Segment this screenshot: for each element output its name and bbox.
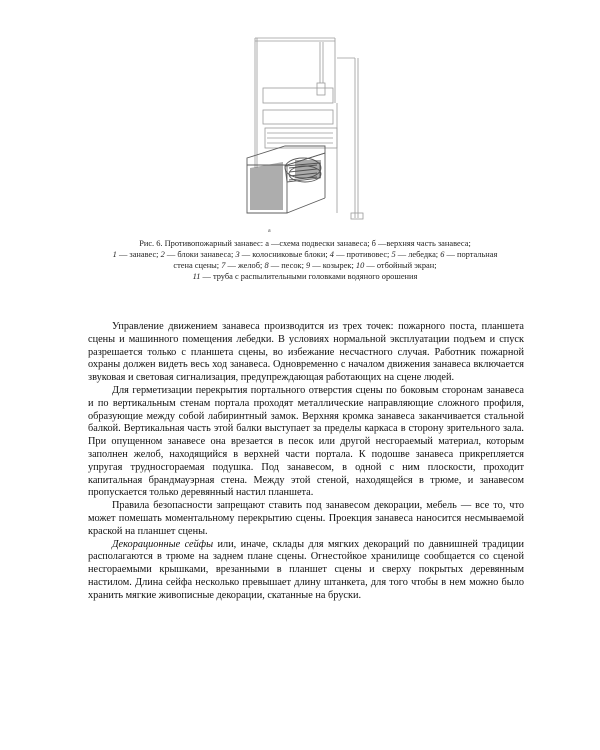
fire-curtain-figure — [225, 28, 385, 243]
text-run: — противовес; — [333, 250, 392, 259]
paragraph-curtain-control — [88, 321, 524, 385]
text-run: — портальная — [444, 250, 498, 259]
text-run: — колосниковые блоки; — [239, 250, 330, 259]
text-run: или, иначе, склады для мягких декораций по давнишней традиции располагаются в трюме на заднем плане сцены. Огнестойкое хранилище сообщается со сценой несгораемыми крышками, врезанными в планшет сцены и сверху покрытых деревянным настилом. Длина сейфа несколько превышает длину штанкета, для того чтобы в нем можно было хранить мягкие живописные декорации, скатанные на бруски. — [88, 538, 524, 601]
text-run: Для герметизации перекрытия портального отверстия сцены по боковым сторонам занавеса и по вертикальным стенам портала проходят металлические направляющие сложного профиля, образующие между собой лабиринтный замок. Верхняя кромка занавеса заканчивается стальной балкой. Вертикальная часть этой балки выступает за пределы каркаса в сторону зрительного зала. При опущенном занавесе она врезается в песок или другой несгораемый материал, которым заполнен желоб, находящийся в верхней части портала. К подошве занавеса прикрепляется упругая трудносгораемая подушка. Под занавесом, в одной с ним плоскости, проходит капитальная брандмауэрная стена. Между этой стеной, находящейся в трюме, и занавесом пропускается только деревянный настил планшета. — [88, 384, 524, 499]
fire-curtain-drawing — [225, 28, 385, 243]
italic-run: 4 — [329, 250, 334, 259]
text-run: Правила безопасности запрещают ставить под занавесом декорации, мебель — все то, что может помешать моментальному перекрытию сцены. Проекция занавеса наносится несмываемой краской на планшет сцены. — [88, 500, 524, 537]
text-run: — блоки занавеса; — [164, 250, 236, 259]
text-run: — занавес; — [116, 250, 161, 259]
paragraph-portal-sealing — [88, 385, 524, 500]
italic-run: 6 — [440, 250, 445, 259]
text-run: — отбойный экран; — [364, 261, 437, 270]
text-run: — козырек; — [310, 261, 356, 270]
text-run: — труба с распылительными головками водяного орошения — [200, 272, 418, 281]
caption-line-1: Рис. 6. Противопожарный занавес: а —схема подвески занавеса; б —верхняя часть занавеса; — [139, 239, 471, 248]
italic-run: 1 — [112, 250, 117, 259]
figure-caption — [110, 238, 500, 282]
paragraph-decoration-safes — [88, 539, 524, 603]
caption-line-2 — [110, 249, 500, 260]
italic-run: 9 — [306, 261, 311, 270]
italic-run: 10 — [355, 261, 365, 270]
italic-run: Декорационные сейфы — [112, 538, 214, 550]
text-run: — песок; — [268, 261, 306, 270]
caption-line-3 — [110, 260, 500, 271]
text-run: Управление движением занавеса производится из трех точек: пожарного поста, планшета сцены и машинного помещения лебедки. В условиях нормальной эксплуатации подъем и спуск разрешается только с планшета сцены, во избежание несчастного случая. Работник пожарной охраны должен видеть весь ход занавеса. Одновременно с началом движения занавеса включается звуковая и световая сигнализация, предупреждающая работающих на сцене людей. — [88, 321, 524, 384]
caption-line-4 — [110, 271, 500, 282]
italic-run: 11 — [192, 272, 201, 281]
italic-run: 3 — [235, 250, 240, 259]
text-run: — лебедка; — [395, 250, 441, 259]
italic-run: 2 — [160, 250, 165, 259]
body-text — [88, 321, 524, 603]
italic-run: 7 — [221, 261, 226, 270]
figure-part-label: a — [268, 228, 271, 234]
italic-run: 5 — [391, 250, 396, 259]
text-run: — желоб; — [225, 261, 265, 270]
italic-run: 8 — [264, 261, 269, 270]
paragraph-safety-rules — [88, 500, 524, 538]
text-run: стена сцены; — [173, 261, 222, 270]
